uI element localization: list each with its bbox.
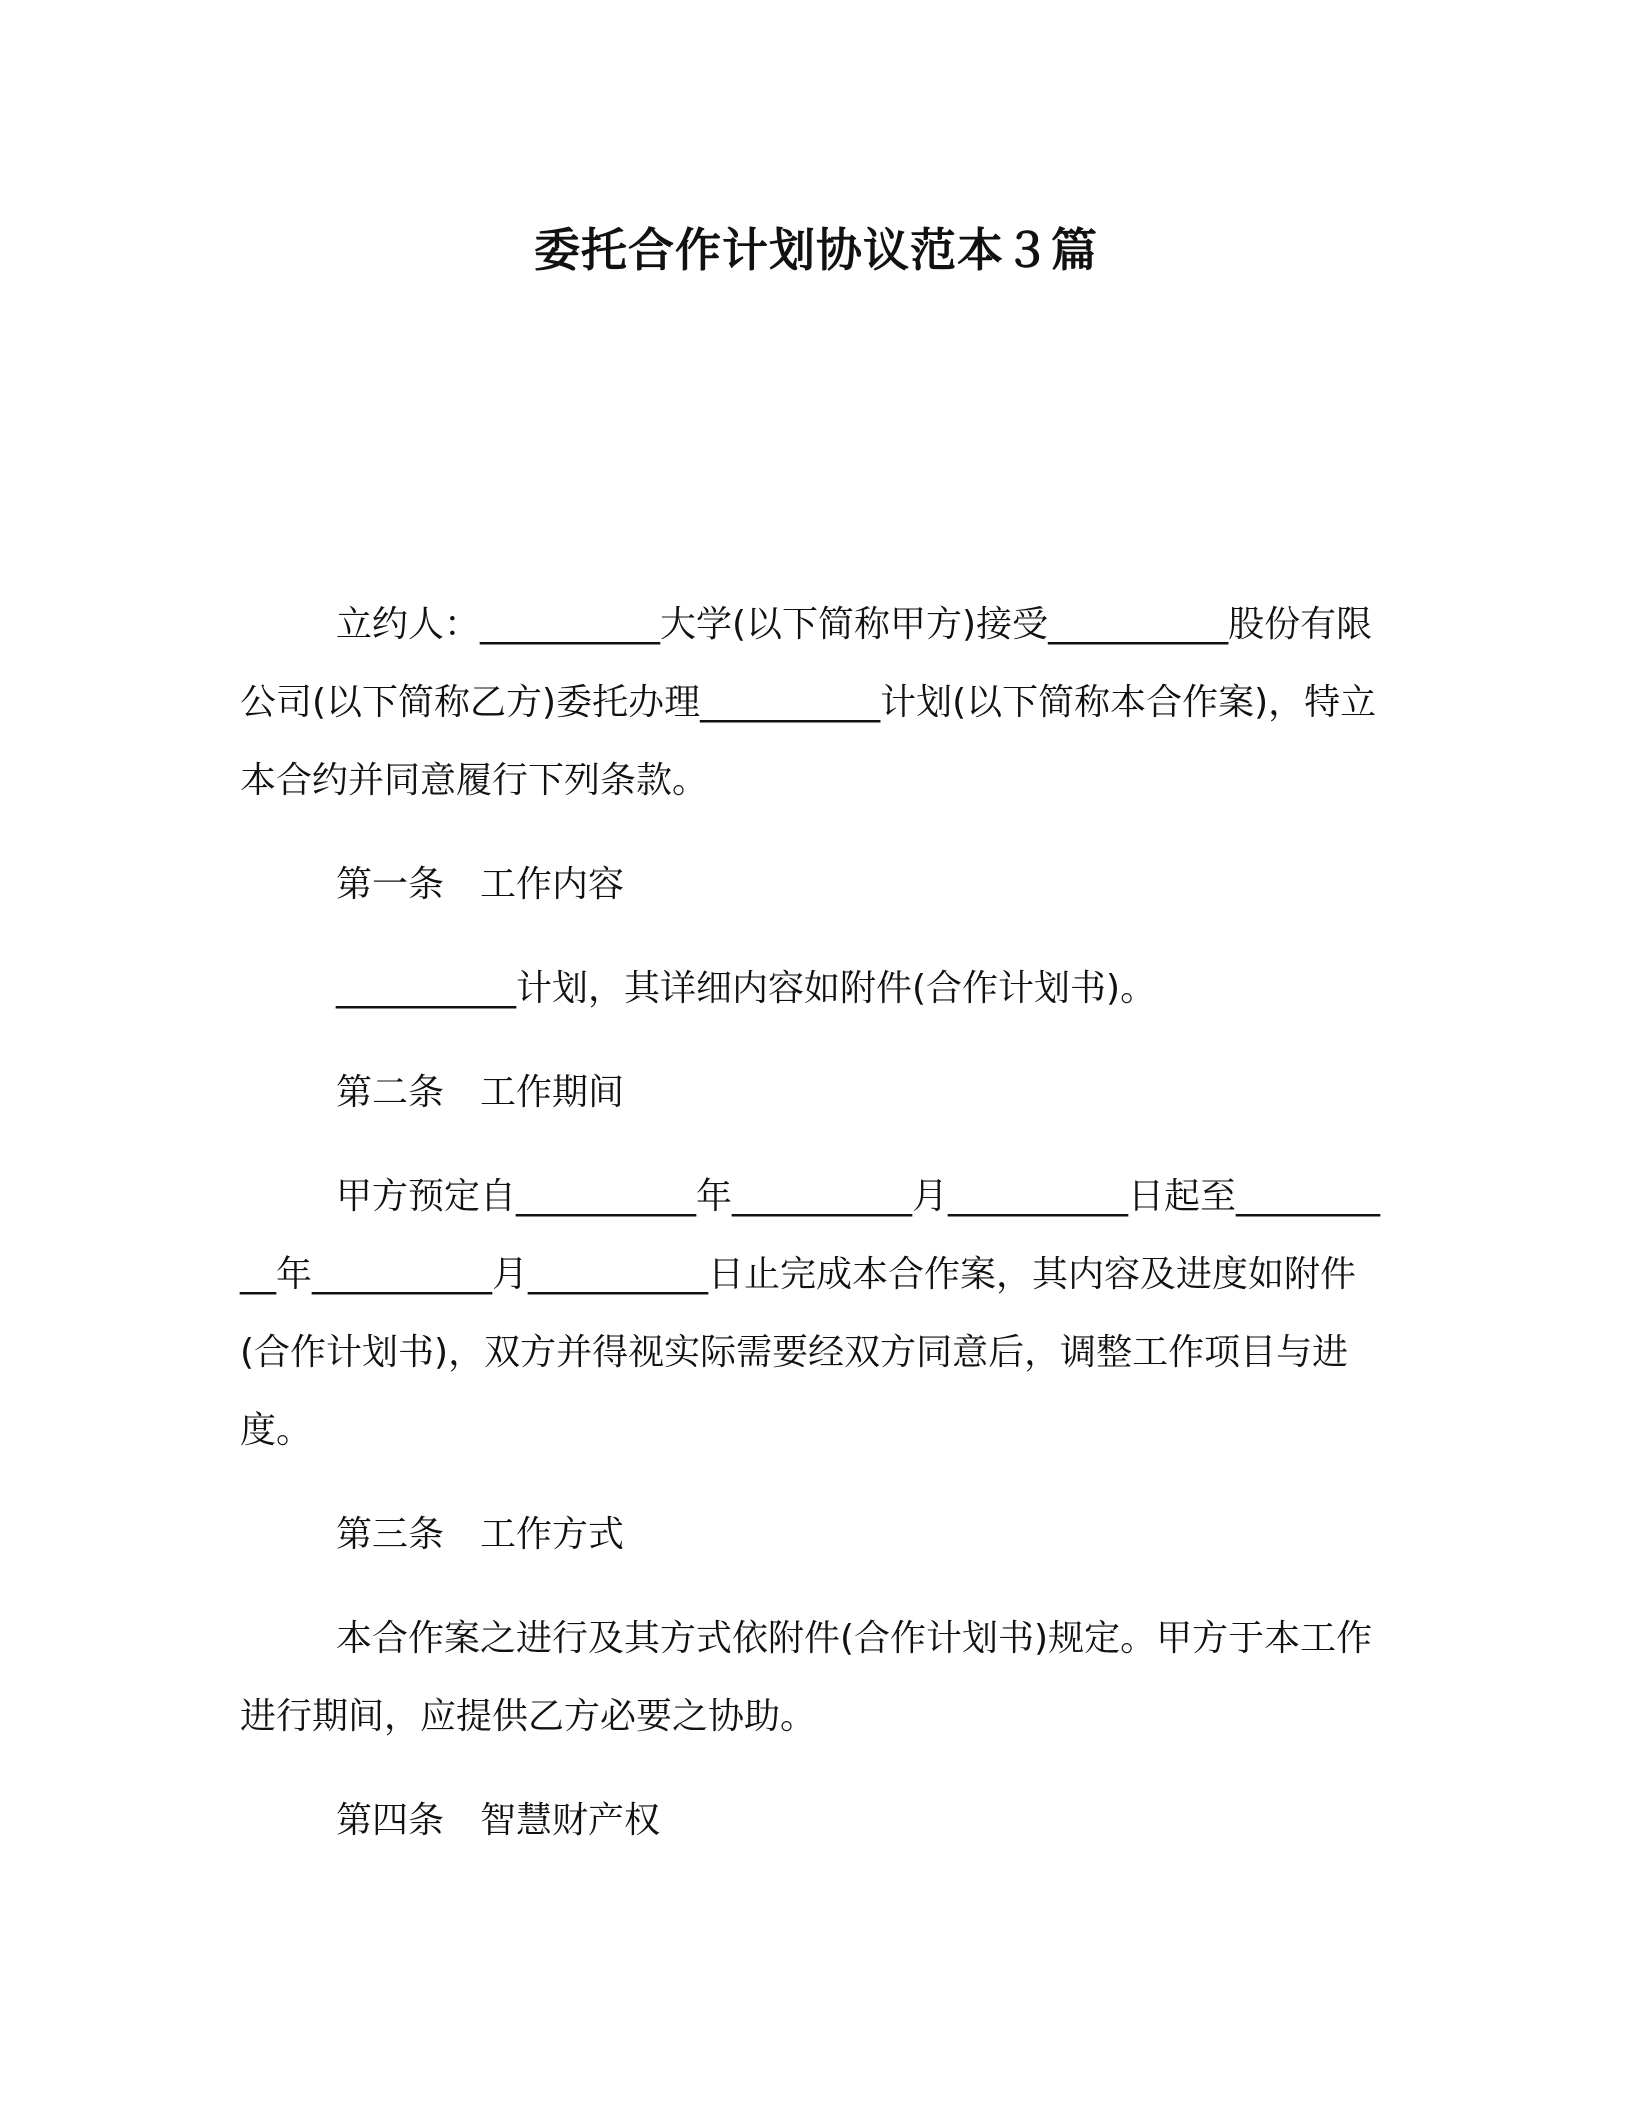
article-1-content: __________计划，其详细内容如附件(合作计划书)。 [336,968,1157,1009]
article-4-heading: 第四条 智慧财产权 [336,1800,661,1841]
document-title: 委托合作计划协议范本３篇 [534,223,1098,277]
article-2-heading: 第二条 工作期间 [336,1072,625,1113]
article-1-heading: 第一条 工作内容 [336,864,625,905]
paragraph-preamble: 立约人：__________大学(以下简称甲方)接受__________股份有限公司(以下简称乙方)委托办理__________计划(以下简称本合作案)，特立本合约并同意履行下列条款。 [240,604,1377,801]
article-3-content: 本合作案之进行及其方式依附件(合作计划书)规定。甲方于本工作进行期间，应提供乙方必要之协助。 [240,1618,1373,1737]
document-body [240,586,1390,1886]
article-3-heading: 第三条 工作方式 [336,1514,625,1555]
article-2-content: 甲方预定自__________年__________月__________日起至__________年__________月__________日止完成本合作案，其内容及进度如附件(合作计划书)，双方并得视实际需要经双方同意后，调整工作项目与进度。 [240,1176,1381,1451]
